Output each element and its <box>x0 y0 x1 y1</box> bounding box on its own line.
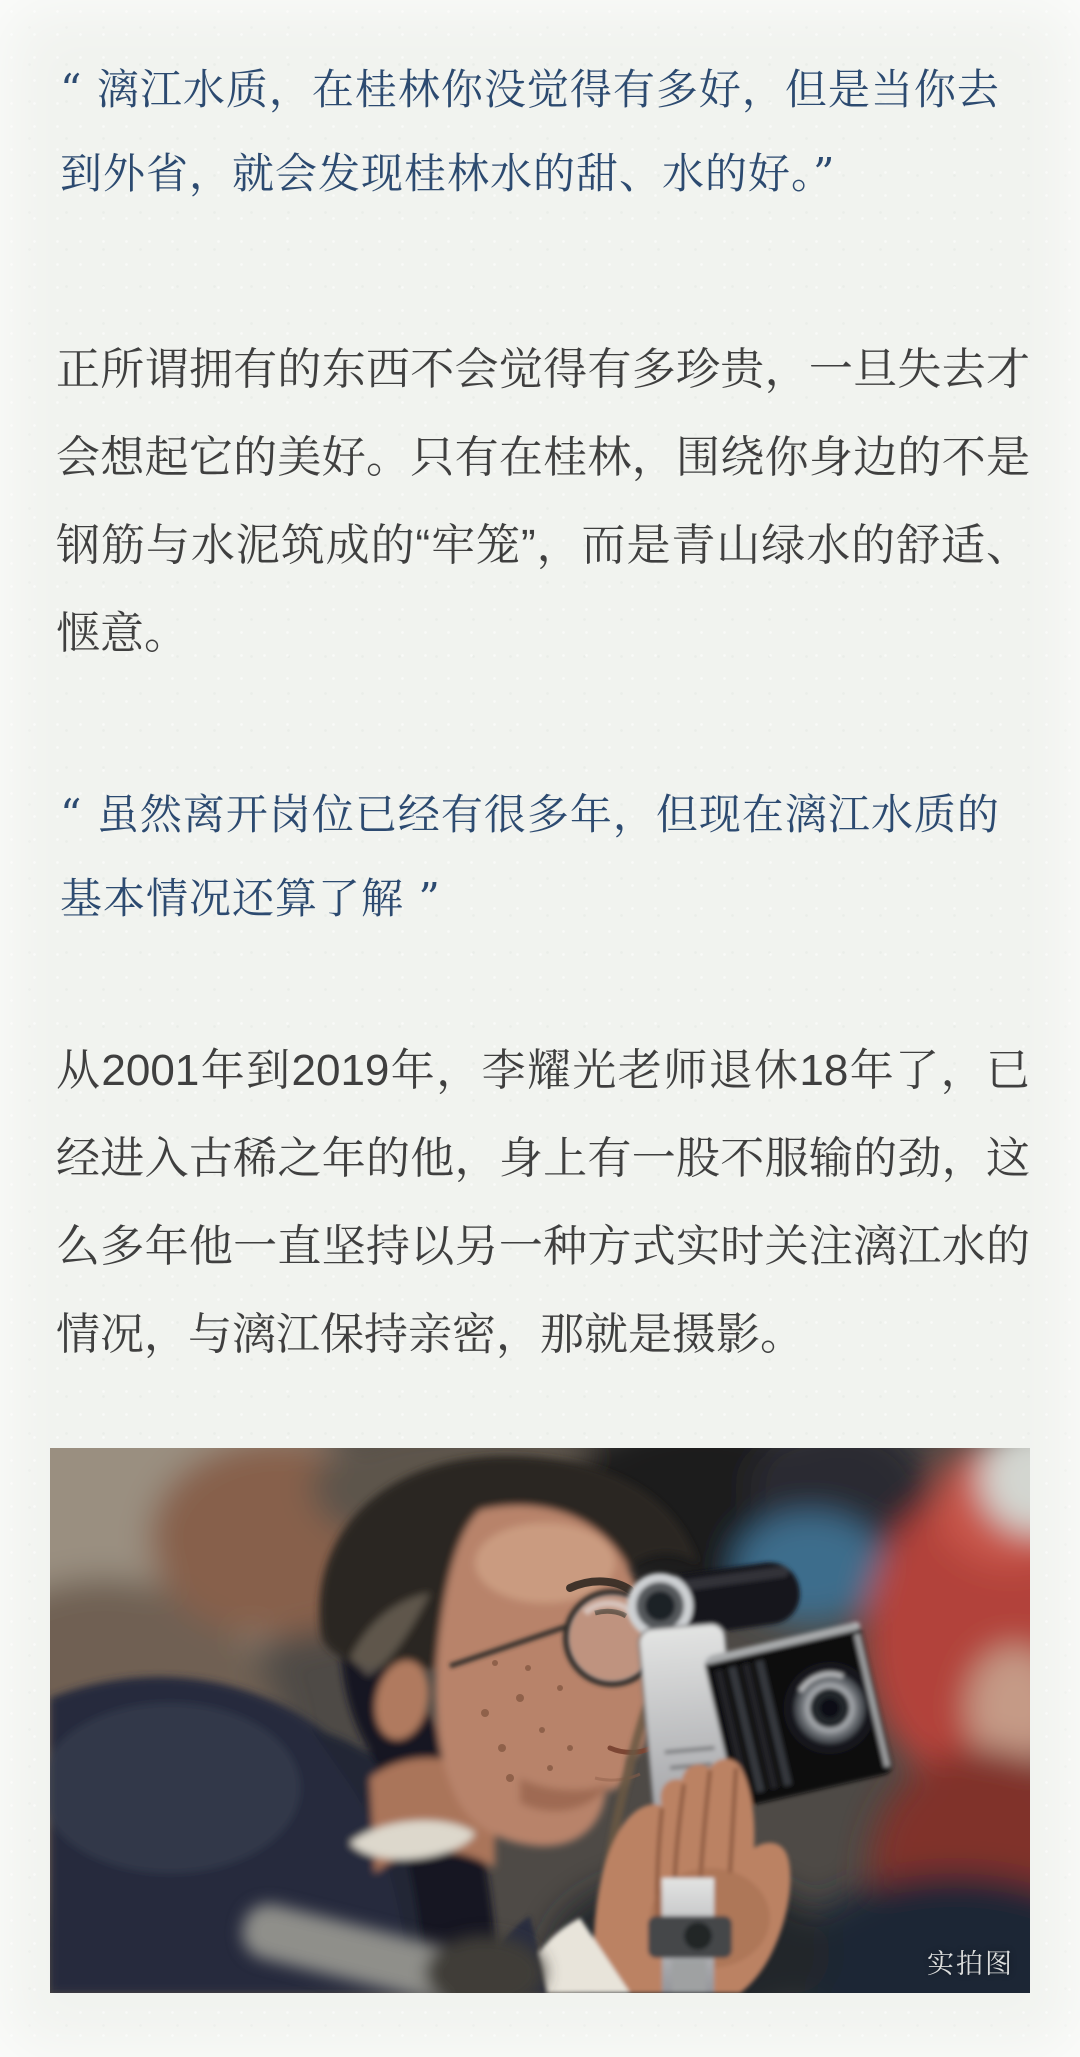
photo-watermark: 实拍图 <box>927 1949 1014 1979</box>
body-paragraph-1: 正所谓拥有的东西不会觉得有多珍贵，一旦失去才会想起它的美好。只有在桂林，围绕你身边的不是钢筋与水泥筑成的“牢笼”，而是青山绿水的舒适、惬意。 <box>56 345 1030 658</box>
pull-quote-1: “ 漓江水质，在桂林你没觉得有多好，但是当你去到外省，就会发现桂林水的甜、水的好。” <box>60 65 1000 198</box>
article-photo[interactable] <box>50 1448 1030 1993</box>
pull-quote-2: “ 虽然离开岗位已经有很多年，但现在漓江水质的基本情况还算了解 ” <box>60 790 1000 923</box>
body-paragraph-2: 从2001年到2019年，李耀光老师退休18年了，已经进入古稀之年的他，身上有一股不服输的劲，这么多年他一直坚持以另一种方式实时关注漓江水的情况，与漓江保持亲密，那就是摄影。 <box>56 1046 1030 1359</box>
photo-elderly-photographer-illustration <box>50 1448 1030 1993</box>
